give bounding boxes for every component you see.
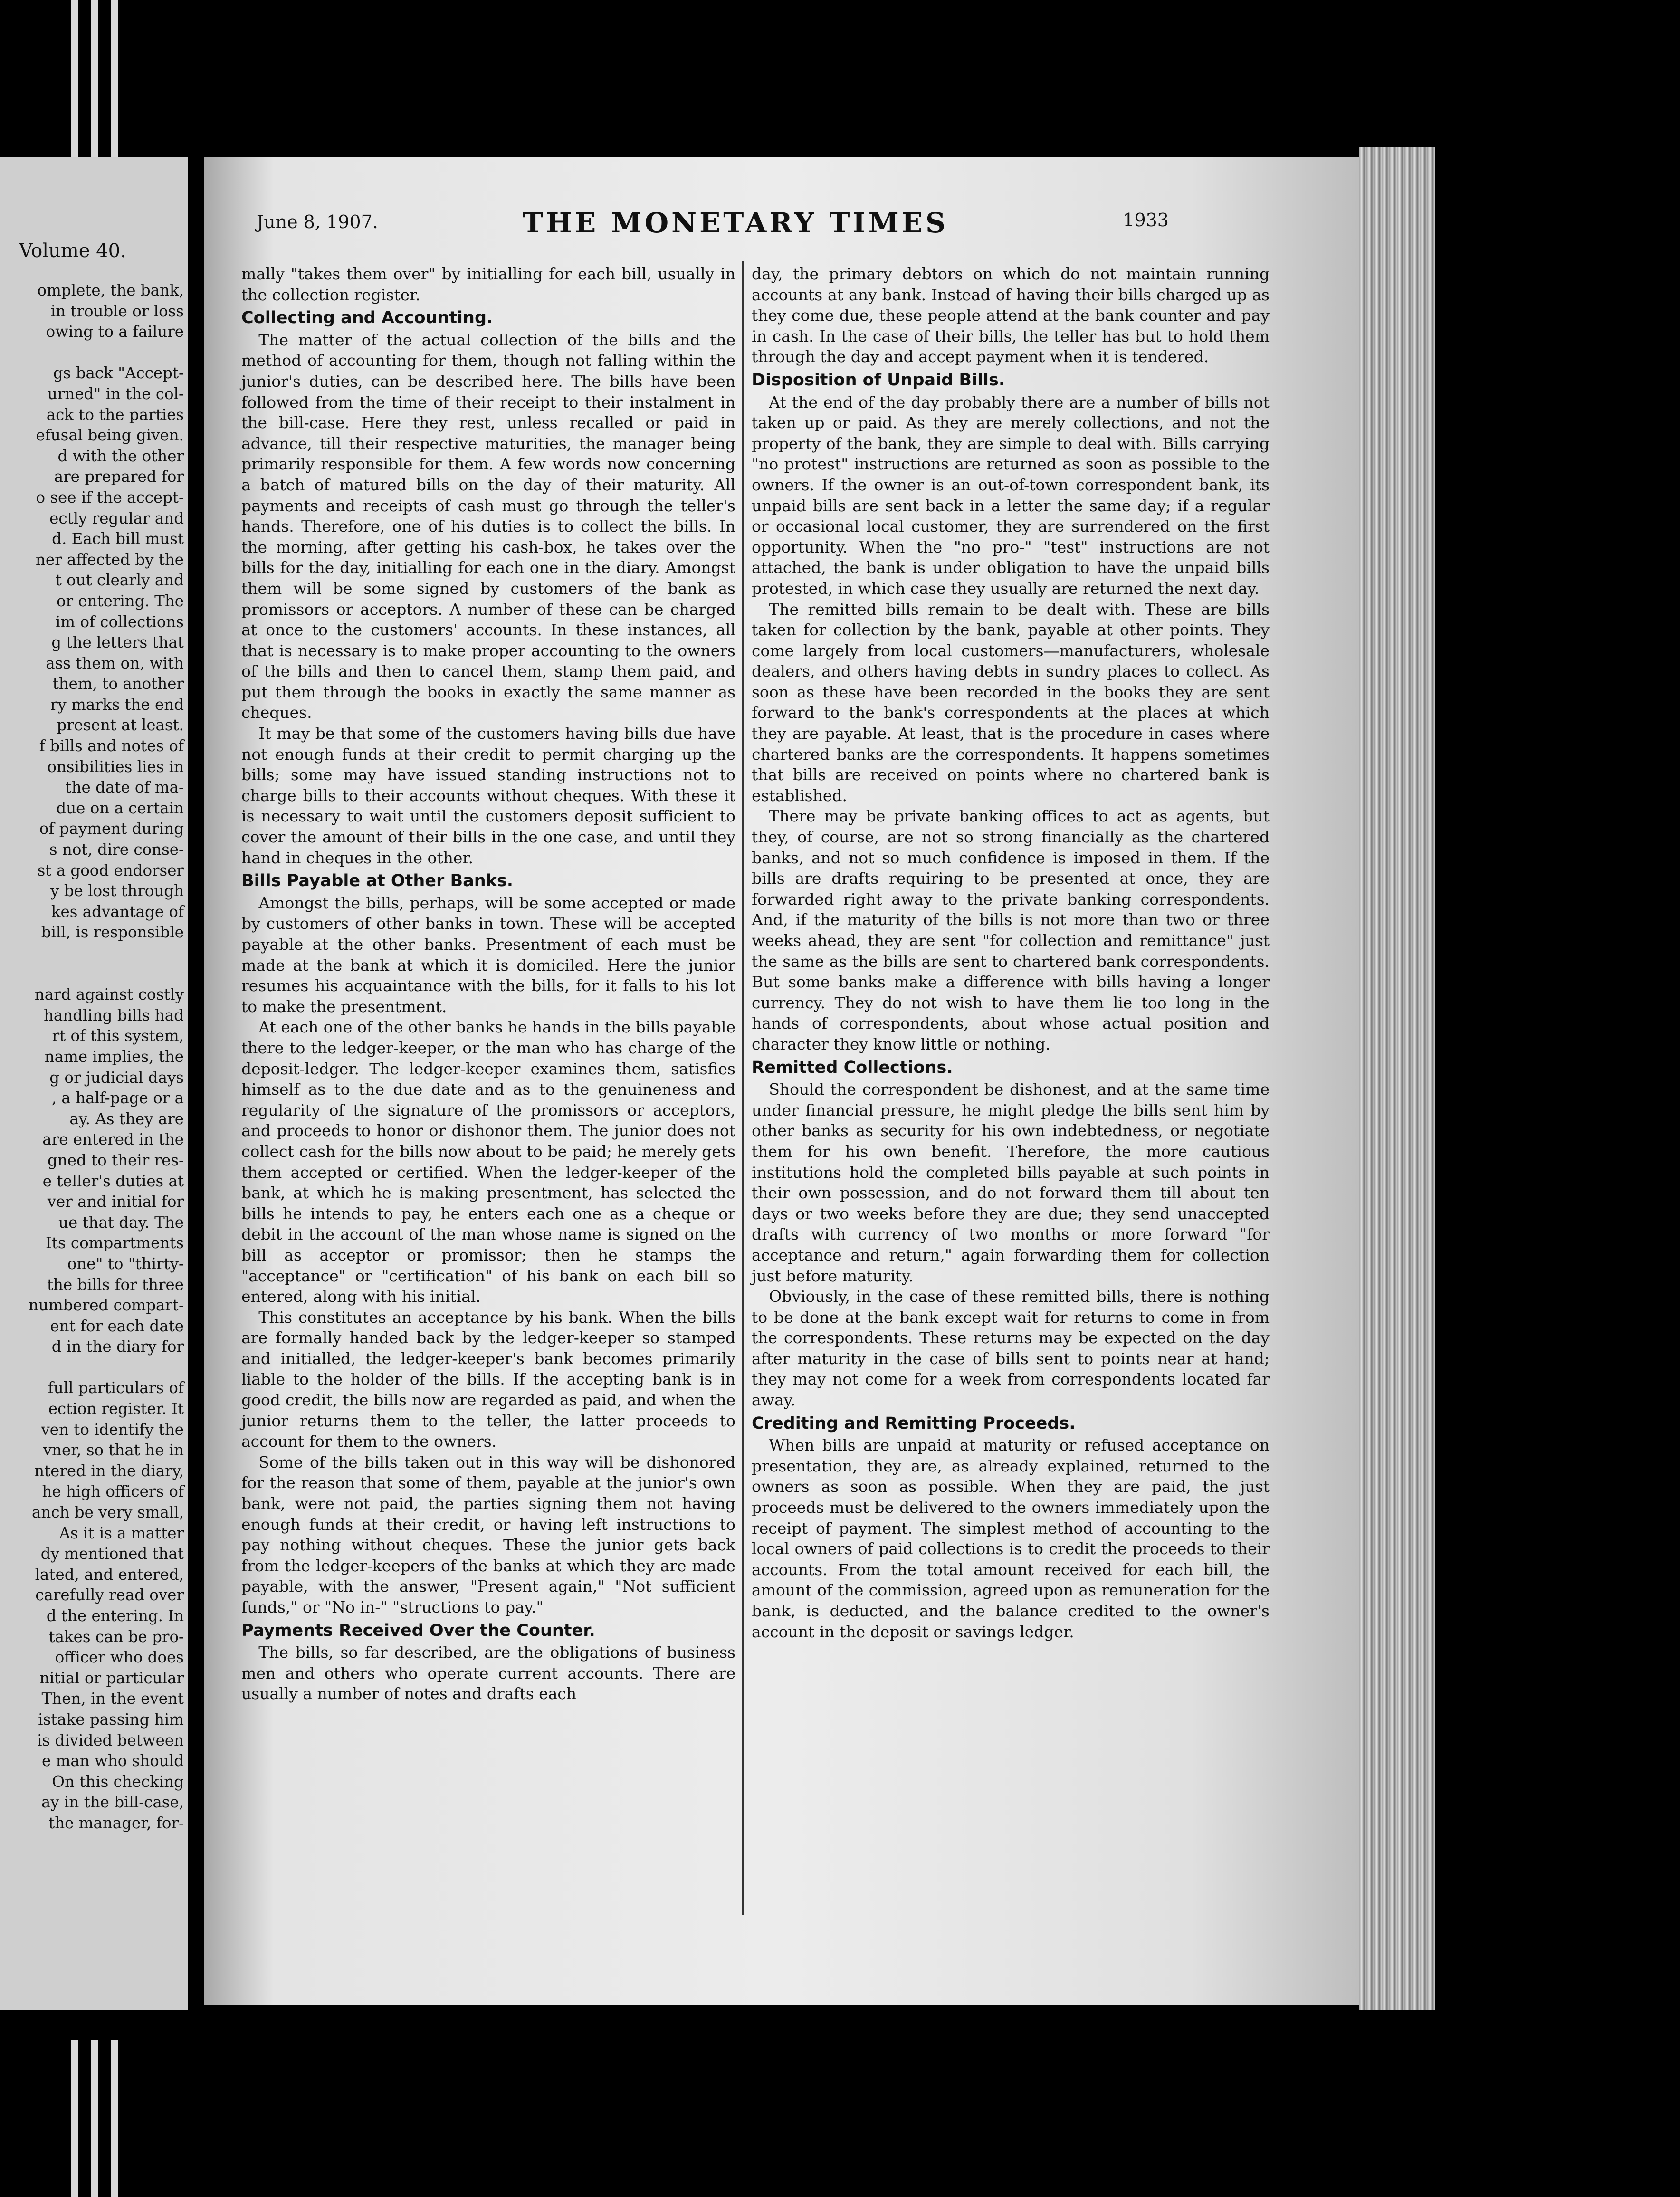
publication-title: THE MONETARY TIMES bbox=[523, 207, 948, 239]
paragraph: mally "takes them over" by initialling for each bill, usually in the collection register. bbox=[241, 265, 735, 304]
section-heading: Bills Payable at Other Banks. bbox=[241, 871, 514, 891]
fragment-line: g or judicial days bbox=[49, 1068, 184, 1087]
paragraph: The remitted bills remain to be dealt with. These are bills taken for collection by the bank, payable at other points. They come largely from local customers—manufacturers, wholesale dealers, and others having debts in sundry places to collect. As soon as these have been recorded in the books they are sent forward to the bank's correspondents at the places at which they are payable. At least, that is the procedure in cases where chartered banks are the correspondents. It happens sometimes that bills are received on points where no chartered bank is established. bbox=[752, 600, 1270, 805]
fragment-line: t out clearly and bbox=[55, 571, 184, 590]
film-sprocket bbox=[111, 2040, 118, 2197]
paragraph: The matter of the actual collection of the bills and the method of accounting for them, though not falling within the junior's duties, can be described here. The bills have been followed from the time of their receipt to their instalment in the bill-case. Here they rest, unless recalled or paid in advance, till their respective maturities, the manager being primarily responsible for them. A few words now concerning a batch of matured bills on the day of their maturity. All payments and receipts of cash must go through the teller's hands. Therefore, one of his duties is to collect the bills. In the morning, after getting his cash-box, he takes over the bills for the day, initialling for each one in the diary. Amongst them will be some signed by customers of the bank as promissors or acceptors. A number of these can be charged at once to the customers' accounts. In these instances, all that is necessary is to make proper accounting to the owners of the bills and then to cancel them, stamp them paid, and put them through the books in exactly the same manner as cheques. bbox=[241, 330, 735, 722]
fragment-line: On this checking bbox=[52, 1772, 184, 1791]
fragment-line: takes can be pro- bbox=[48, 1627, 184, 1646]
article-column-left bbox=[241, 264, 735, 1704]
fragment-line: d in the diary for bbox=[51, 1337, 184, 1356]
book-page-edges bbox=[1359, 147, 1435, 2010]
fragment-line: are prepared for bbox=[54, 468, 184, 486]
section-heading: Collecting and Accounting. bbox=[241, 308, 493, 328]
fragment-line: vner, so that he in bbox=[43, 1441, 184, 1460]
fragment-line: them, to another bbox=[52, 675, 184, 693]
fragment-line: , a half-page or a bbox=[51, 1089, 184, 1108]
fragment-line: gned to their res- bbox=[48, 1151, 184, 1169]
fragment-line: in trouble or loss bbox=[50, 302, 184, 320]
masthead bbox=[257, 207, 1169, 245]
section-heading: Payments Received Over the Counter. bbox=[241, 1621, 595, 1640]
fragment-line: ass them on, with bbox=[46, 654, 184, 672]
paragraph: day, the primary debtors on which do not maintain running accounts at any bank. Instead of having their bills charged up as they come due, these people attend at the bank counter and pay in cash. In the case of their bills, the teller has but to hold them through the day and accept payment when it is tendered. bbox=[752, 265, 1270, 366]
fragment-line: ry marks the end bbox=[50, 695, 184, 714]
fragment-line: rt of this system, bbox=[52, 1027, 184, 1045]
paragraph: Should the correspondent be dishonest, and at the same time under financial pressure, he might pledge the bills sent him by other banks as security for his own indebtedness, or negotiate them for his own benefit. Therefore, the more cautious institutions hold the completed bills payable at such points in their own possession, and do not forward them till about ten days or two weeks before they are due; they send unaccepted drafts with currency of two months or more forward "for acceptance and return," again forwarding them for collection just before maturity. bbox=[752, 1080, 1270, 1285]
paragraph: At the end of the day probably there are a number of bills not taken up or paid. As they are merely collections, and not the property of the bank, they are simple to deal with. Bills carrying "no protest" instructions are returned as soon as possible to the owners. If the owner is an out-of-town correspondent bank, its unpaid bills are sent back in a letter the same day; if a regular or occasional local customer, they are surrendered on the first opportunity. When the "no pro-" "test" instructions are not attached, the bank is under obligation to have the unpaid bills protested, in which case they usually are returned the next day. bbox=[752, 392, 1270, 598]
previous-page-text bbox=[0, 280, 188, 1834]
paragraph: The bills, so far described, are the obligations of business men and others who operate current accounts. There are usually a number of notes and drafts each bbox=[241, 1643, 735, 1703]
column-divider bbox=[742, 261, 744, 1915]
fragment-line: onsibilities lies in bbox=[47, 757, 184, 776]
film-sprocket bbox=[71, 2040, 78, 2197]
fragment-line: lated, and entered, bbox=[35, 1565, 184, 1584]
fragment-line: numbered compart- bbox=[29, 1296, 184, 1315]
fragment-line: the bills for three bbox=[47, 1275, 184, 1294]
fragment-line: Its compartments bbox=[46, 1234, 184, 1252]
fragment-line: kes advantage of bbox=[51, 902, 184, 921]
fragment-line: ue that day. The bbox=[58, 1213, 184, 1232]
section-heading: Crediting and Remitting Proceeds. bbox=[752, 1414, 1076, 1433]
fragment-line: st a good endorser bbox=[37, 861, 184, 879]
fragment-line: anch be very small, bbox=[32, 1503, 184, 1522]
section-heading: Disposition of Unpaid Bills. bbox=[752, 370, 1005, 390]
fragment-line: e man who should bbox=[42, 1752, 184, 1770]
paragraph: Amongst the bills, perhaps, will be some accepted or made by customers of other banks in town. These will be accepted payable at the other banks. Presentment of each must be made at the bank at which it is domiciled. Here the junior resumes his acquaintance with the bills, for it falls to his lot to make the presentment. bbox=[241, 893, 735, 1016]
paragraph: At each one of the other banks he hands in the bills payable there to the ledger-keeper, or the man who has charge of the deposit-ledger. The ledger-keeper examines them, satisfies himself as to the due date and as to the genuineness and regularity of the signature of the promissors or acceptors, and proceeds to honor or dishonor them. The junior does not collect cash for the bills now about to be paid; he merely gets them accepted or certified. When the ledger-keeper of the bank, at which he is making presentment, has selected the bills he intends to pay, he enters each one as a cheque or debit in the account of the man whose name is signed on the bill as acceptor or promissor; then he stamps the "acceptance" or "certification" of his bank on each bill so entered, along with his initial. bbox=[241, 1018, 735, 1306]
fragment-line: present at least. bbox=[57, 716, 184, 735]
fragment-line: carefully read over bbox=[35, 1586, 184, 1605]
page-number: 1933 bbox=[1123, 210, 1169, 230]
fragment-line: d with the other bbox=[57, 447, 184, 465]
fragment-line: of payment during bbox=[39, 820, 184, 838]
fragment-line: istake passing him bbox=[38, 1710, 184, 1729]
film-sprocket bbox=[91, 0, 98, 157]
fragment-line: full particulars of bbox=[48, 1379, 184, 1397]
fragment-line: ver and initial for bbox=[47, 1193, 184, 1211]
fragment-line: ack to the parties bbox=[46, 405, 184, 424]
section-heading: Remitted Collections. bbox=[752, 1058, 953, 1077]
fragment-line: or entering. The bbox=[56, 592, 184, 610]
paragraph: There may be private banking offices to act as agents, but they, of course, are not so strong financially as the chartered banks, and not so much confidence is imposed in them. If the bills are drafts requiring to be presented at once, they are forwarded right away to the private banking correspondents. And, if the maturity of the bills is not more than two or three weeks ahead, they are sent "for collection and remittance" just the same as the bills are sent to chartered bank correspondents. But some banks make a difference with bills having a longer currency. They do not wish to have them lie too long in the hands of correspondents, about whose actual position and character they know little or nothing. bbox=[752, 807, 1270, 1053]
fragment-line: f bills and notes of bbox=[39, 737, 184, 755]
paragraph: Obviously, in the case of these remitted bills, there is nothing to be done at the bank except wait for returns to come in from the correspondents. These returns may be expected on the day after maturity in the case of bills sent to points near at hand; they may not come for a week from correspondents located far away. bbox=[752, 1287, 1270, 1410]
fragment-line: d the entering. In bbox=[46, 1607, 184, 1625]
fragment-line: he high officers of bbox=[42, 1482, 184, 1501]
fragment-line: omplete, the bank, bbox=[37, 281, 184, 299]
fragment-line: nard against costly bbox=[34, 985, 184, 1004]
fragment-line: ay. As they are bbox=[69, 1109, 184, 1128]
fragment-line: s not, dire conse- bbox=[49, 841, 184, 859]
paragraph: When bills are unpaid at maturity or refused acceptance on presentation, they are, as already explained, returned to the owners as soon as possible. When they are paid, the just proceeds must be delivered to the owners immediately upon the receipt of payment. The simplest method of accounting to the local owners of paid collections is to credit the proceeds to their accounts. From the total amount received for each bill, the amount of the commission, agreed upon as remuneration for the bank, is deducted, and the balance credited to the owner's account in the deposit or savings ledger. bbox=[752, 1436, 1270, 1641]
fragment-line: officer who does bbox=[55, 1648, 184, 1667]
fragment-line: ven to identify the bbox=[41, 1420, 184, 1439]
fragment-line: are entered in the bbox=[42, 1130, 184, 1149]
fragment-line bbox=[0, 964, 184, 985]
fragment-line: ectly regular and bbox=[49, 509, 184, 527]
previous-page-header: Volume 40. bbox=[19, 240, 126, 262]
film-sprocket bbox=[111, 0, 118, 157]
fragment-line bbox=[0, 943, 184, 964]
fragment-line: urned" in the col- bbox=[47, 384, 184, 403]
fragment-line: e teller's duties at bbox=[42, 1172, 184, 1190]
film-sprocket bbox=[71, 0, 78, 157]
fragment-line: due on a certain bbox=[56, 799, 184, 817]
fragment-line: As it is a matter bbox=[59, 1524, 184, 1542]
paragraph: Some of the bills taken out in this way will be dishonored for the reason that some of them, payable at the junior's own bank, were not paid, the parties signing them not having enough funds at their credit, or having left instructions to pay nothing without cheques. These the junior gets back from the ledger-keepers of the banks at which they are made payable, with the answer, "Present again," "Not sufficient funds," or "No in-" "structions to pay." bbox=[241, 1452, 735, 1616]
fragment-line: one" to "thirty- bbox=[67, 1254, 184, 1273]
fragment-line: bill, is responsible bbox=[41, 923, 184, 942]
fragment-line: g the letters that bbox=[51, 633, 184, 652]
article-column-right bbox=[752, 264, 1270, 1642]
fragment-line: ection register. It bbox=[48, 1400, 184, 1418]
fragment-line: dy mentioned that bbox=[40, 1545, 184, 1563]
fragment-line: efusal being given. bbox=[36, 426, 184, 445]
fragment-line: handling bills had bbox=[43, 1006, 184, 1024]
fragment-line: y be lost through bbox=[50, 882, 184, 900]
previous-page-fragment bbox=[0, 157, 188, 2010]
fragment-line bbox=[0, 343, 184, 363]
fragment-line: ay in the bill-case, bbox=[41, 1793, 184, 1812]
fragment-line: ntered in the diary, bbox=[34, 1461, 184, 1480]
paragraph: It may be that some of the customers having bills due have not enough funds at their credit to permit charging up the bills; some may have issued standing instructions not to charge bills to their accounts without cheques. With these it is necessary to wait until the customers deposit sufficient to cover the amount of their bills in the one case, and until they hand in cheques in the other. bbox=[241, 724, 735, 867]
fragment-line: name implies, the bbox=[44, 1047, 184, 1066]
fragment-line: the date of ma- bbox=[65, 778, 184, 797]
issue-date: June 8, 1907. bbox=[257, 211, 378, 232]
fragment-line: Then, in the event bbox=[41, 1690, 184, 1708]
fragment-line: is divided between bbox=[37, 1731, 184, 1749]
fragment-line: ent for each date bbox=[50, 1317, 184, 1335]
fragment-line: im of collections bbox=[55, 612, 184, 631]
film-sprocket bbox=[91, 2040, 98, 2197]
fragment-line: the manager, for- bbox=[48, 1814, 184, 1832]
fragment-line: owing to a failure bbox=[46, 323, 184, 341]
fragment-line bbox=[0, 1357, 184, 1378]
fragment-line: nitial or particular bbox=[39, 1669, 184, 1687]
fragment-line: gs back "Accept- bbox=[53, 364, 184, 382]
fragment-line: ner affected by the bbox=[35, 550, 184, 569]
paragraph: This constitutes an acceptance by his bank. When the bills are formally handed back by the ledger-keeper so stamped and initialled, the ledger-keeper's bank becomes primarily liable to the holder of the bills. If the accepting bank is in good credit, the bills now are regarded as paid, and when the junior returns them to the teller, the latter proceeds to account for them to the owners. bbox=[241, 1308, 735, 1451]
fragment-line: d. Each bill must bbox=[52, 530, 184, 548]
fragment-line: o see if the accept- bbox=[36, 488, 184, 506]
